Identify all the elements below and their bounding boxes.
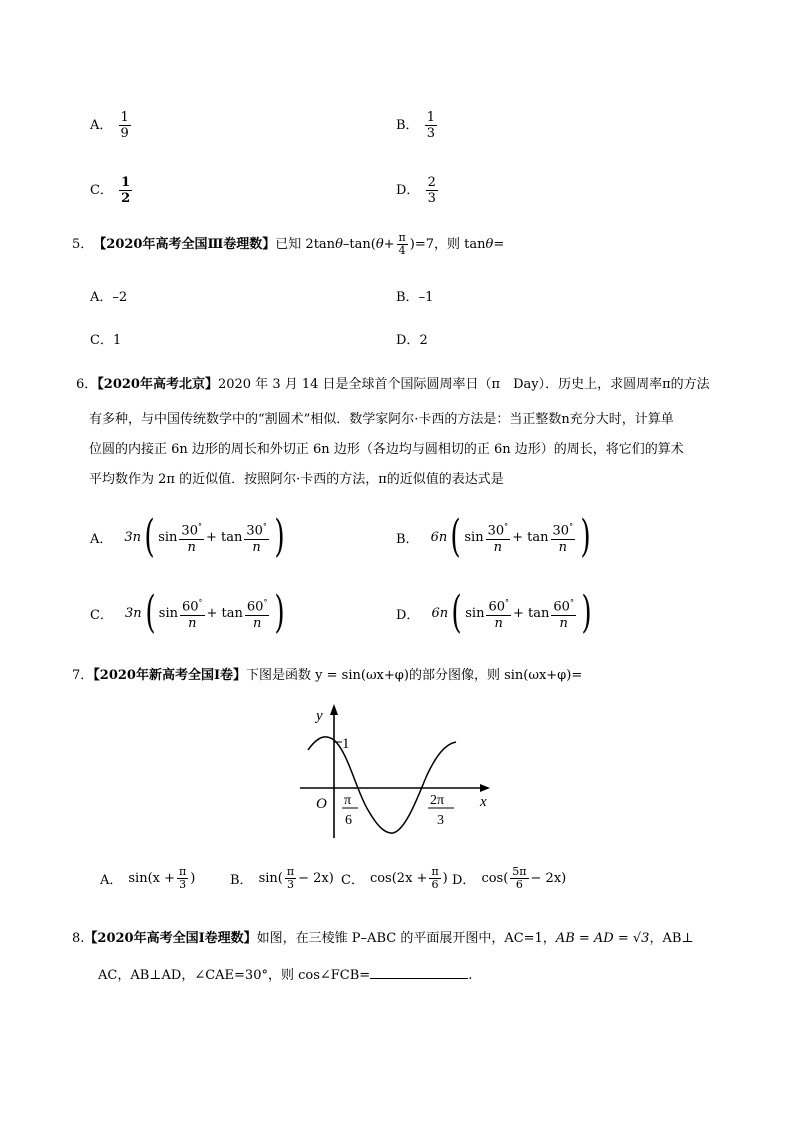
pi-label: π xyxy=(344,793,352,808)
q6-line3: 位圆的内接正 6n 边形的周长和外切正 6n 边形（各边均与圆相切的正 6n 边形）的周长，将它们的算术 xyxy=(89,442,684,457)
q6-line1: 6．【2020年高考北京】2020 年 3 月 14 日是全球首个国际圆周率日（π Day）．历史上，求圆周率π的方法 xyxy=(76,377,710,392)
q6-line4: 平均数作为 2π 的近似值．按照阿尔·卡西的方法，π的近似值的表达式是 xyxy=(89,472,504,487)
answer-blank[interactable] xyxy=(370,966,468,979)
x-axis-arrow-icon xyxy=(480,784,490,792)
two-pi-label: 2π xyxy=(430,793,445,808)
sine-graph xyxy=(290,700,500,840)
fraction: $\frac{60^\circ}{n}$ xyxy=(486,595,511,630)
source-tag: 【2020年新高考全国Ⅰ卷】 xyxy=(93,668,247,683)
right-paren: ) xyxy=(274,511,285,562)
q5-option-b[interactable]: B．–1 xyxy=(396,290,434,305)
fraction: $\frac{30^\circ}{n}$ xyxy=(486,519,511,554)
fraction: $\frac{5\pi}{6}$ xyxy=(512,865,527,891)
fraction: $\frac{1}{2}$ xyxy=(121,175,131,206)
q8-line2: AC，AB⊥AD，∠CAE=30°，则 cos∠FCB= . xyxy=(98,968,473,983)
q6-option-d[interactable]: D． 6n ( sin $\frac{60^\circ}{n}$ + tan $\frac{60^\circ}{n}$ ) xyxy=(396,587,592,638)
option-letter: C． xyxy=(90,183,113,198)
left-paren: ( xyxy=(145,587,156,638)
origin-label: O xyxy=(316,796,327,812)
left-paren: ( xyxy=(144,511,155,562)
q5-stem: 5． 【2020年高考全国Ⅲ卷理数】 已知 2tan θ –tan( θ + $\frac{\pi}{4}$ )=7，则 tan θ = xyxy=(72,231,505,257)
option-letter: B． xyxy=(396,118,419,133)
three-label: 3 xyxy=(437,813,444,828)
fraction: $\frac{60^\circ}{n}$ xyxy=(551,595,576,630)
q5-option-c[interactable]: C．1 xyxy=(90,333,122,348)
fraction: $\frac{\pi}{3}$ xyxy=(179,865,187,891)
fraction: $\frac{1}{3}$ xyxy=(426,110,435,141)
left-paren: ( xyxy=(451,587,462,638)
fraction: $\frac{30^\circ}{n}$ xyxy=(179,519,204,554)
fraction: $\frac{\pi}{6}$ xyxy=(431,865,439,891)
six-label: 6 xyxy=(345,813,352,828)
q8-line1: 8.【2020年高考全国Ⅰ卷理数】如图，在三棱锥 P–ABC 的平面展开图中，AC=1，AB = AD = √3，AB⊥ xyxy=(72,931,694,946)
option-letter: A． xyxy=(90,118,113,133)
y-label: y xyxy=(316,708,323,724)
q6-option-c[interactable]: C． 3n ( sin $\frac{60^\circ}{n}$ + tan $\frac{60^\circ}{n}$ ) xyxy=(90,587,286,638)
source-tag: 【2020年高考全国Ⅰ卷理数】 xyxy=(84,931,257,946)
fraction: $\frac{60^\circ}{n}$ xyxy=(180,595,205,630)
left-paren: ( xyxy=(450,511,461,562)
q6-option-b[interactable]: B． 6n ( sin $\frac{30^\circ}{n}$ + tan $\frac{30^\circ}{n}$ ) xyxy=(396,511,591,562)
fraction: $\frac{2}{3}$ xyxy=(427,175,436,206)
fraction: $\frac{30^\circ}{n}$ xyxy=(244,519,269,554)
q4-option-b[interactable] xyxy=(396,110,439,141)
x-label: x xyxy=(480,794,487,810)
q6-option-a[interactable]: A． 3n ( sin $\frac{30^\circ}{n}$ + tan $\frac{30^\circ}{n}$ ) xyxy=(90,511,285,562)
q7-option-d[interactable]: D． cos( $\frac{5\pi}{6}$ − 2x) xyxy=(452,865,567,891)
q7-stem: 7．【2020年新高考全国Ⅰ卷】下图是函数 y = sin(ωx+φ)的部分图像，则 sin(ωx+φ)= xyxy=(72,668,583,683)
source-tag: 【2020年高考北京】 xyxy=(97,377,218,392)
q5-option-a[interactable]: A．–2 xyxy=(90,290,128,305)
q7-option-b[interactable]: B． sin( $\frac{\pi}{3}$ − 2x) xyxy=(230,865,334,891)
right-paren: ) xyxy=(580,511,591,562)
q7-option-a[interactable]: A． sin(x + $\frac{\pi}{3}$ ) xyxy=(100,865,196,891)
source-tag: 【2020年高考全国Ⅲ卷理数】 xyxy=(93,236,276,252)
y-axis-arrow-icon xyxy=(330,704,338,715)
q4-option-a[interactable] xyxy=(90,110,133,141)
fraction: $\frac{30^\circ}{n}$ xyxy=(551,519,576,554)
fraction: $\frac{\pi}{3}$ xyxy=(286,865,295,891)
q6-line2: 有多种，与中国传统数学中的“割圆术”相似．数学家阿尔·卡西的方法是：当正整数n充分大时，计算单 xyxy=(89,412,674,427)
right-paren: ) xyxy=(274,587,286,638)
fraction: $\frac{60^\circ}{n}$ xyxy=(245,595,270,630)
sine-curve xyxy=(308,737,456,833)
fraction: $\frac{\pi}{4}$ xyxy=(398,231,406,257)
right-paren: ) xyxy=(581,587,592,638)
q5-option-d[interactable]: D．2 xyxy=(396,333,428,348)
q4-option-c[interactable] xyxy=(90,175,134,206)
option-letter: D． xyxy=(396,183,420,198)
one-label: 1 xyxy=(342,736,350,752)
q4-option-d[interactable] xyxy=(396,175,440,206)
fraction: $\frac{1}{9}$ xyxy=(120,110,129,141)
q7-option-c[interactable]: C． cos(2x + $\frac{\pi}{6}$ ) xyxy=(341,865,448,891)
